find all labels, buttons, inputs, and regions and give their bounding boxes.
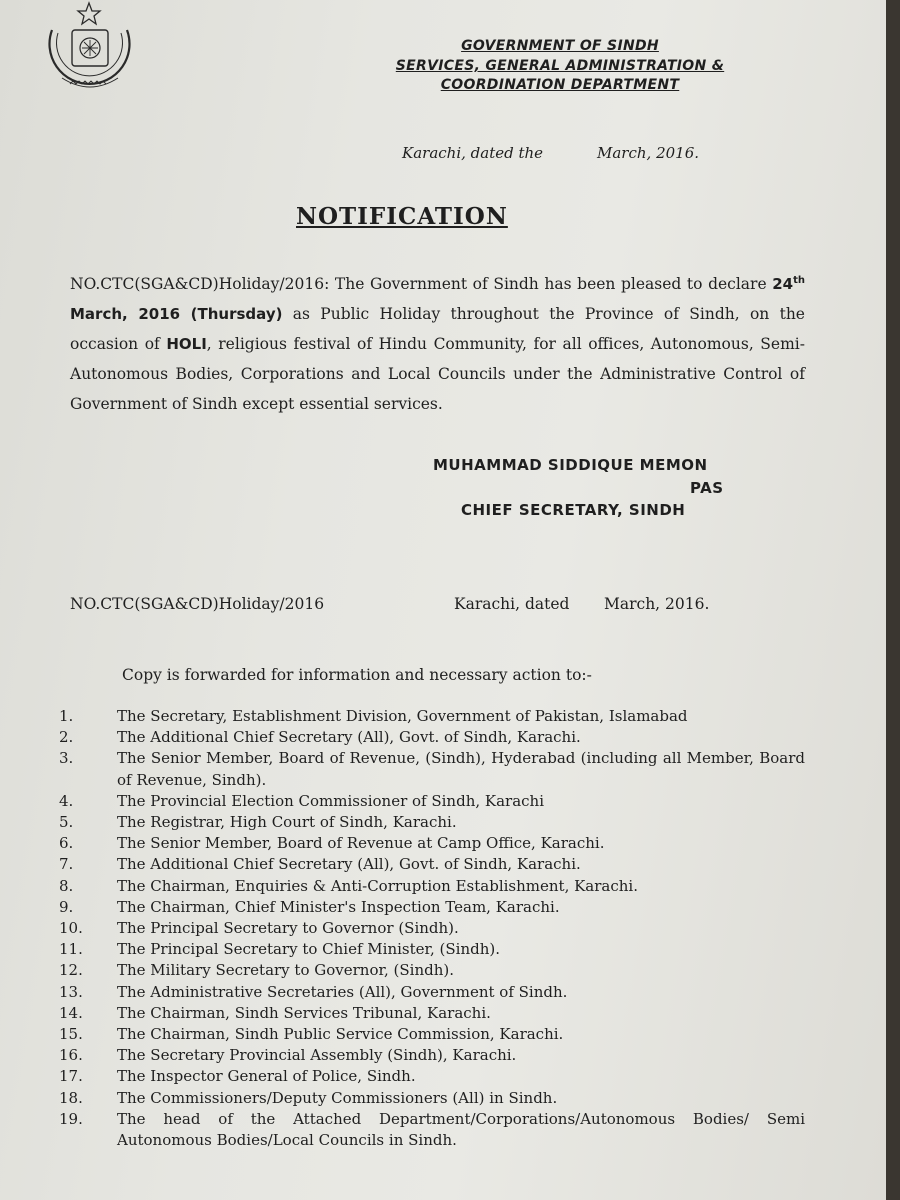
second-ref-number: NO.CTC(SGA&CD)Holiday/2016 bbox=[70, 595, 325, 613]
distribution-item-text: The Inspector General of Police, Sindh. bbox=[117, 1067, 416, 1086]
distribution-item-number: 14. bbox=[59, 1003, 83, 1022]
distribution-item-number: 16. bbox=[59, 1046, 83, 1065]
distribution-item-number: 15. bbox=[59, 1025, 83, 1044]
distribution-item bbox=[55, 812, 815, 833]
government-seal-emblem bbox=[32, 0, 147, 100]
distribution-item bbox=[55, 1003, 815, 1024]
distribution-item-text: The Principal Secretary to Governor (Sindh). bbox=[117, 919, 459, 938]
distribution-item bbox=[55, 960, 815, 981]
distribution-item bbox=[55, 833, 815, 854]
distribution-item bbox=[55, 897, 815, 918]
distribution-item-number: 1. bbox=[59, 707, 74, 725]
header-government: GOVERNMENT OF SINDH bbox=[461, 38, 659, 54]
distribution-list bbox=[55, 706, 815, 1151]
header-department: SERVICES, GENERAL ADMINISTRATION & bbox=[395, 58, 725, 74]
distribution-item bbox=[55, 854, 815, 875]
signatory-service: PAS bbox=[690, 479, 724, 497]
distribution-item-number: 4. bbox=[59, 791, 74, 810]
notification-title: NOTIFICATION bbox=[296, 203, 508, 230]
second-ref-place: Karachi, dated bbox=[454, 595, 570, 613]
distribution-item bbox=[55, 939, 815, 960]
distribution-item bbox=[55, 1088, 815, 1109]
distribution-item bbox=[55, 1045, 815, 1066]
top-date-month: March, 2016. bbox=[597, 144, 700, 162]
distribution-item-text: The head of the Attached Department/Corporations/Autonomous Bodies/ Semi Autonomous Bodies/Local Councils in Sindh. bbox=[117, 1109, 805, 1150]
distribution-item-text: The Provincial Election Commissioner of Sindh, Karachi bbox=[117, 791, 545, 810]
distribution-item-number: 9. bbox=[59, 897, 74, 916]
distribution-item-text: The Secretary Provincial Assembly (Sindh), Karachi. bbox=[117, 1046, 517, 1065]
distribution-item-number: 18. bbox=[59, 1088, 83, 1107]
signatory-designation: CHIEF SECRETARY, SINDH bbox=[461, 501, 686, 519]
second-ref-month: March, 2016. bbox=[604, 595, 710, 613]
distribution-item bbox=[55, 727, 815, 748]
notification-ref: NO.CTC(SGA&CD)Holiday/2016: bbox=[70, 275, 330, 293]
distribution-item-text: The Chairman, Chief Minister's Inspection Team, Karachi. bbox=[117, 897, 560, 916]
distribution-item bbox=[55, 791, 815, 812]
distribution-item-number: 10. bbox=[59, 919, 83, 938]
distribution-item bbox=[55, 876, 815, 897]
distribution-item-text: The Additional Chief Secretary (All), Govt. of Sindh, Karachi. bbox=[117, 855, 581, 874]
notification-body: NO.CTC(SGA&CD)Holiday/2016: The Government of Sindh has been pleased to declare 24th March, 2016 (Thursday) as Public Holiday throughout the Province of Sindh, on the occasion of HOLI, religious festival of Hindu Community, for all offices, Autonomous, Semi-Autonomous Bodies, Corporations and Local Councils under the Administrative Control of Government of Sindh except essential services. bbox=[70, 275, 805, 413]
distribution-item-number: 7. bbox=[59, 855, 74, 874]
holiday-date: 24th March, 2016 (Thursday) bbox=[70, 275, 805, 323]
distribution-item bbox=[55, 918, 815, 939]
distribution-item bbox=[55, 748, 815, 790]
header-department-cont: COORDINATION DEPARTMENT bbox=[440, 77, 680, 93]
distribution-item-number: 3. bbox=[59, 749, 74, 768]
distribution-item bbox=[55, 1066, 815, 1087]
signatory-name: MUHAMMAD SIDDIQUE MEMON bbox=[433, 456, 708, 474]
distribution-item bbox=[55, 1109, 815, 1151]
distribution-item-text: The Chairman, Sindh Services Tribunal, Karachi. bbox=[117, 1003, 491, 1022]
distribution-item-number: 8. bbox=[59, 876, 74, 895]
distribution-item-text: The Additional Chief Secretary (All), Govt. of Sindh, Karachi. bbox=[117, 728, 581, 747]
top-date-place: Karachi, dated the bbox=[402, 144, 544, 162]
distribution-item-text: The Registrar, High Court of Sindh, Karachi. bbox=[117, 813, 457, 832]
distribution-item-text: The Principal Secretary to Chief Minister, (Sindh). bbox=[117, 940, 501, 959]
distribution-item-text: The Administrative Secretaries (All), Government of Sindh. bbox=[117, 982, 568, 1001]
festival-name: HOLI bbox=[166, 335, 207, 353]
distribution-item-number: 12. bbox=[59, 961, 83, 980]
distribution-item-text: The Military Secretary to Governor, (Sindh). bbox=[117, 961, 455, 980]
distribution-item-number: 5. bbox=[59, 813, 74, 832]
distribution-item-text: The Senior Member, Board of Revenue at Camp Office, Karachi. bbox=[117, 834, 605, 853]
distribution-item-number: 6. bbox=[59, 834, 74, 853]
distribution-item-number: 19. bbox=[59, 1109, 83, 1128]
distribution-item-text: The Secretary, Establishment Division, Government of Pakistan, Islamabad bbox=[117, 707, 688, 725]
distribution-item-number: 13. bbox=[59, 982, 83, 1001]
distribution-item-text: The Commissioners/Deputy Commissioners (All) in Sindh. bbox=[117, 1088, 558, 1107]
distribution-item bbox=[55, 982, 815, 1003]
distribution-item-text: The Chairman, Sindh Public Service Commission, Karachi. bbox=[117, 1025, 564, 1044]
distribution-item-number: 17. bbox=[59, 1067, 83, 1086]
distribution-item bbox=[55, 706, 815, 727]
copy-forwarded-line: Copy is forwarded for information and necessary action to:- bbox=[122, 666, 592, 684]
distribution-item-number: 11. bbox=[59, 940, 83, 959]
distribution-item bbox=[55, 1024, 815, 1045]
distribution-item-number: 2. bbox=[59, 728, 74, 747]
distribution-item-text: The Chairman, Enquiries & Anti-Corruption Establishment, Karachi. bbox=[117, 876, 638, 895]
distribution-item-text: The Senior Member, Board of Revenue, (Sindh), Hyderabad (including all Member, Board of Revenue, Sindh). bbox=[117, 749, 805, 789]
